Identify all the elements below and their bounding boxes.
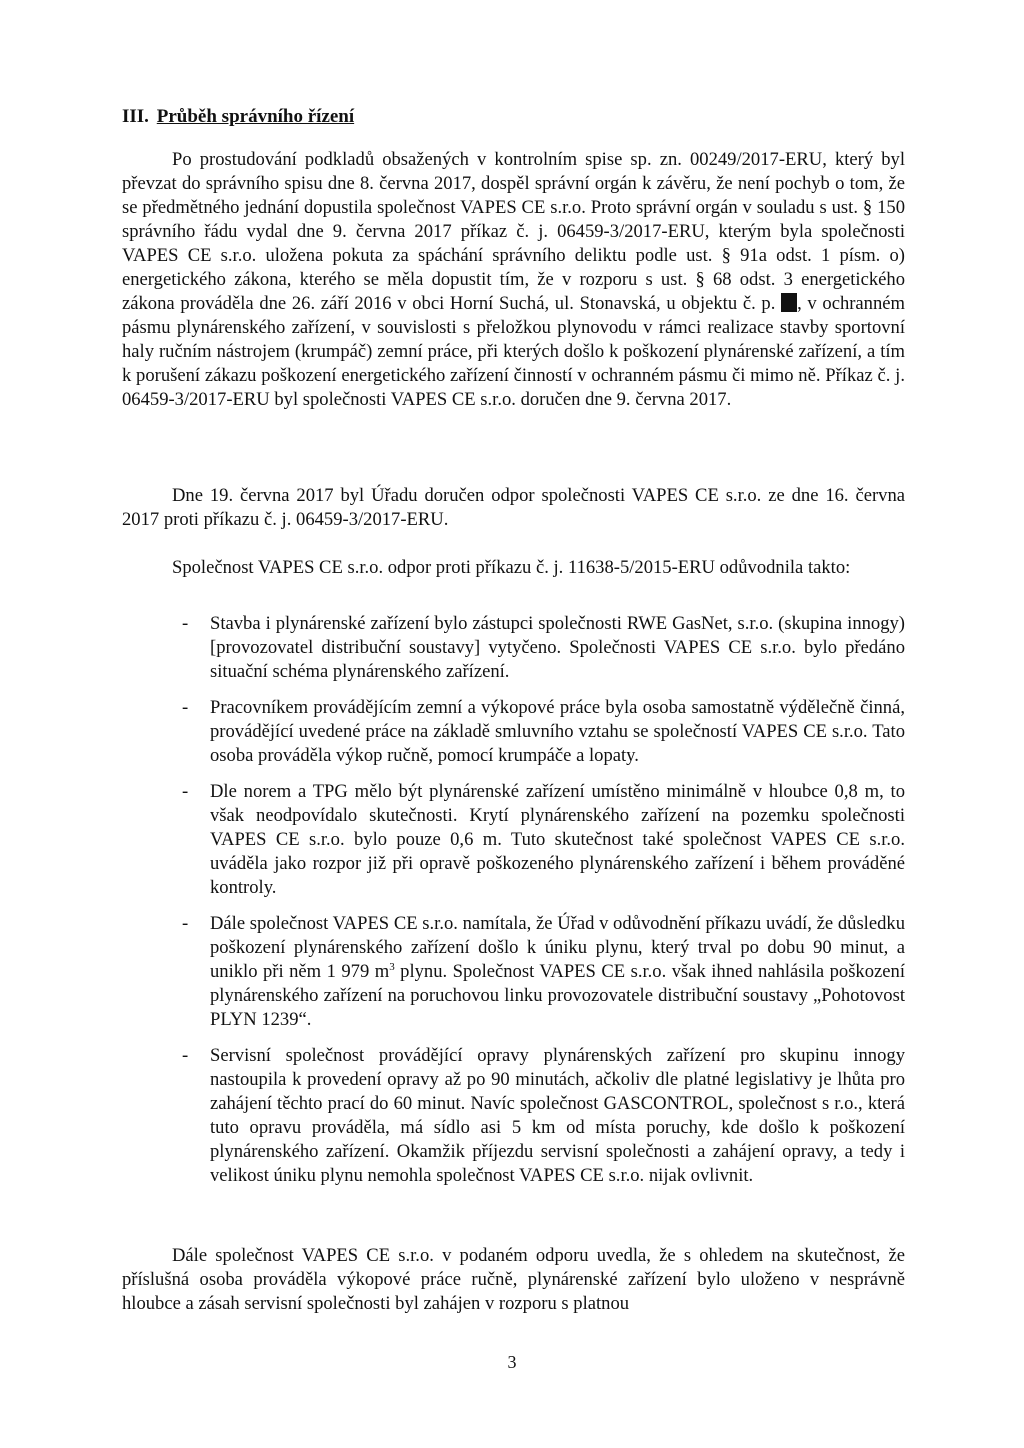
list-dash: - (182, 781, 189, 802)
list-item-text-continued: plynu. Společnost VAPES CE s.r.o. však ihned nahlásila poškození plynárenského zařízení na poruchovou linku provozovatele distribuční soustavy „Pohotovost PLYN 1239“. (210, 961, 905, 1030)
objection-list (122, 612, 905, 1200)
list-item-text: Stavba i plynárenské zařízení bylo zástupci společnosti RWE GasNet, s.r.o. (skupina innogy) [provozovatel distribuční soustavy] vytyčeno. Společnosti VAPES CE s.r.o. bylo předáno situační schéma plynárenského zařízení. (210, 613, 905, 682)
list-item (122, 696, 905, 768)
list-item-text: Servisní společnost provádějící opravy plynárenských zařízení pro skupinu innogy nastoupila k provedení opravy až po 90 minutách, ačkoliv dle platné legislativy je lhůta pro zahájení těchto prací do 60 minut. Navíc společnost GASCONTROL, společnost s r.o., která tuto opravu prováděla, má sídlo asi 5 km od místa poruchy, kde došlo k poškození plynárenského zařízení. Okamžik příjezdu servisní společnosti a zahájení opravy, a tedy i velikost úniku plynu nemohla společnost VAPES CE s.r.o. nijak ovlivnit. (210, 1045, 905, 1186)
redaction-box (781, 293, 797, 312)
list-dash: - (182, 613, 189, 634)
list-item (122, 612, 905, 684)
paragraph-text-continued: , v ochranném pásmu plynárenského zařízení, v souvislosti s přeložkou plynovodu v rámci realizace stavby sportovní haly ručním nástrojem (krumpáč) zemní práce, při kterých došlo k poškození plynárenské zařízení, a tím k porušení zákazu poškození energetického zařízení činností v ochranném pásmu či mimo ně. Příkaz č. j. 06459-3/2017-ERU byl společnosti VAPES CE s.r.o. doručen dne 9. června 2017. (122, 293, 905, 410)
paragraph-further-objection: Dále společnost VAPES CE s.r.o. v podaném odporu uvedla, že s ohledem na skutečnost, že příslušná osoba prováděla výkopové práce ručně, plynárenské zařízení bylo uloženo v nesprávně hloubce a zásah servisní společnosti byl zahájen v rozporu s platnou (122, 1245, 905, 1314)
superscript-exponent: 3 (389, 960, 395, 973)
list-item (122, 912, 905, 1032)
paragraph-objection-received: Dne 19. června 2017 byl Úřadu doručen odpor společnosti VAPES CE s.r.o. ze dne 16. června 2017 proti příkazu č. j. 06459-3/2017-ERU. (122, 485, 905, 530)
list-item-text: Pracovníkem provádějícím zemní a výkopové práce byla osoba samostatně výdělečně činná, provádějící uvedené práce na základě smluvního vztahu se společností VAPES CE s.r.o. Tato osoba prováděla výkop ručně, pomocí krumpáče a lopaty. (210, 697, 905, 766)
list-item (122, 780, 905, 900)
list-dash: - (182, 1045, 189, 1066)
list-item (122, 1044, 905, 1188)
list-item-text: Dále společnost VAPES CE s.r.o. namítala, že Úřad v odůvodnění příkazu uvádí, že důsledku poškození plynárenského zařízení došlo k úniku plynu, který trval po dobu 90 minut, a uniklo při něm 1 979 m (210, 913, 905, 982)
paragraph-proceedings-summary (122, 148, 905, 412)
paragraph-text: Po prostudování podkladů obsažených v kontrolním spise sp. zn. 00249/2017-ERU, který byl převzat do správního spisu dne 8. června 2017, dospěl správní orgán k závěru, že není pochyb o tom, že se předmětného jednání dopustila společnost VAPES CE s.r.o. Proto správní orgán v souladu s ust. § 150 správního řádu vydal dne 9. června 2017 příkaz č. j. 06459-3/2017-ERU, kterým byla společnosti VAPES CE s.r.o. uložena pokuta za spáchání správního deliktu podle ust. § 91a odst. 1 písm. o) energetického zákona, kterého se měla dopustit tím, že v rozporu s ust. § 68 odst. 3 energetického zákona prováděla dne 26. září 2016 v obci Horní Suchá, ul. Stonavská, u objektu č. p. (122, 149, 905, 314)
list-dash: - (182, 697, 189, 718)
page-number: 3 (507, 1352, 517, 1372)
list-item-text: Dle norem a TPG mělo být plynárenské zařízení umístěno minimálně v hloubce 0,8 m, to však neodpovídalo skutečnosti. Krytí plynárenského zařízení na pozemku společnosti VAPES CE s.r.o. bylo pouze 0,6 m. Tuto skutečnost také společnost VAPES CE s.r.o. uváděla jako rozpor již při opravě poškozeného plynárenského zařízení i během prováděné kontroly. (210, 781, 905, 898)
section-number: III. (122, 106, 149, 127)
section-heading (122, 106, 354, 128)
list-dash: - (182, 913, 189, 934)
section-title: Průběh správního řízení (156, 106, 355, 127)
paragraph-objection-intro: Společnost VAPES CE s.r.o. odpor proti příkazu č. j. 11638-5/2015-ERU odůvodnila takto: (172, 557, 851, 578)
